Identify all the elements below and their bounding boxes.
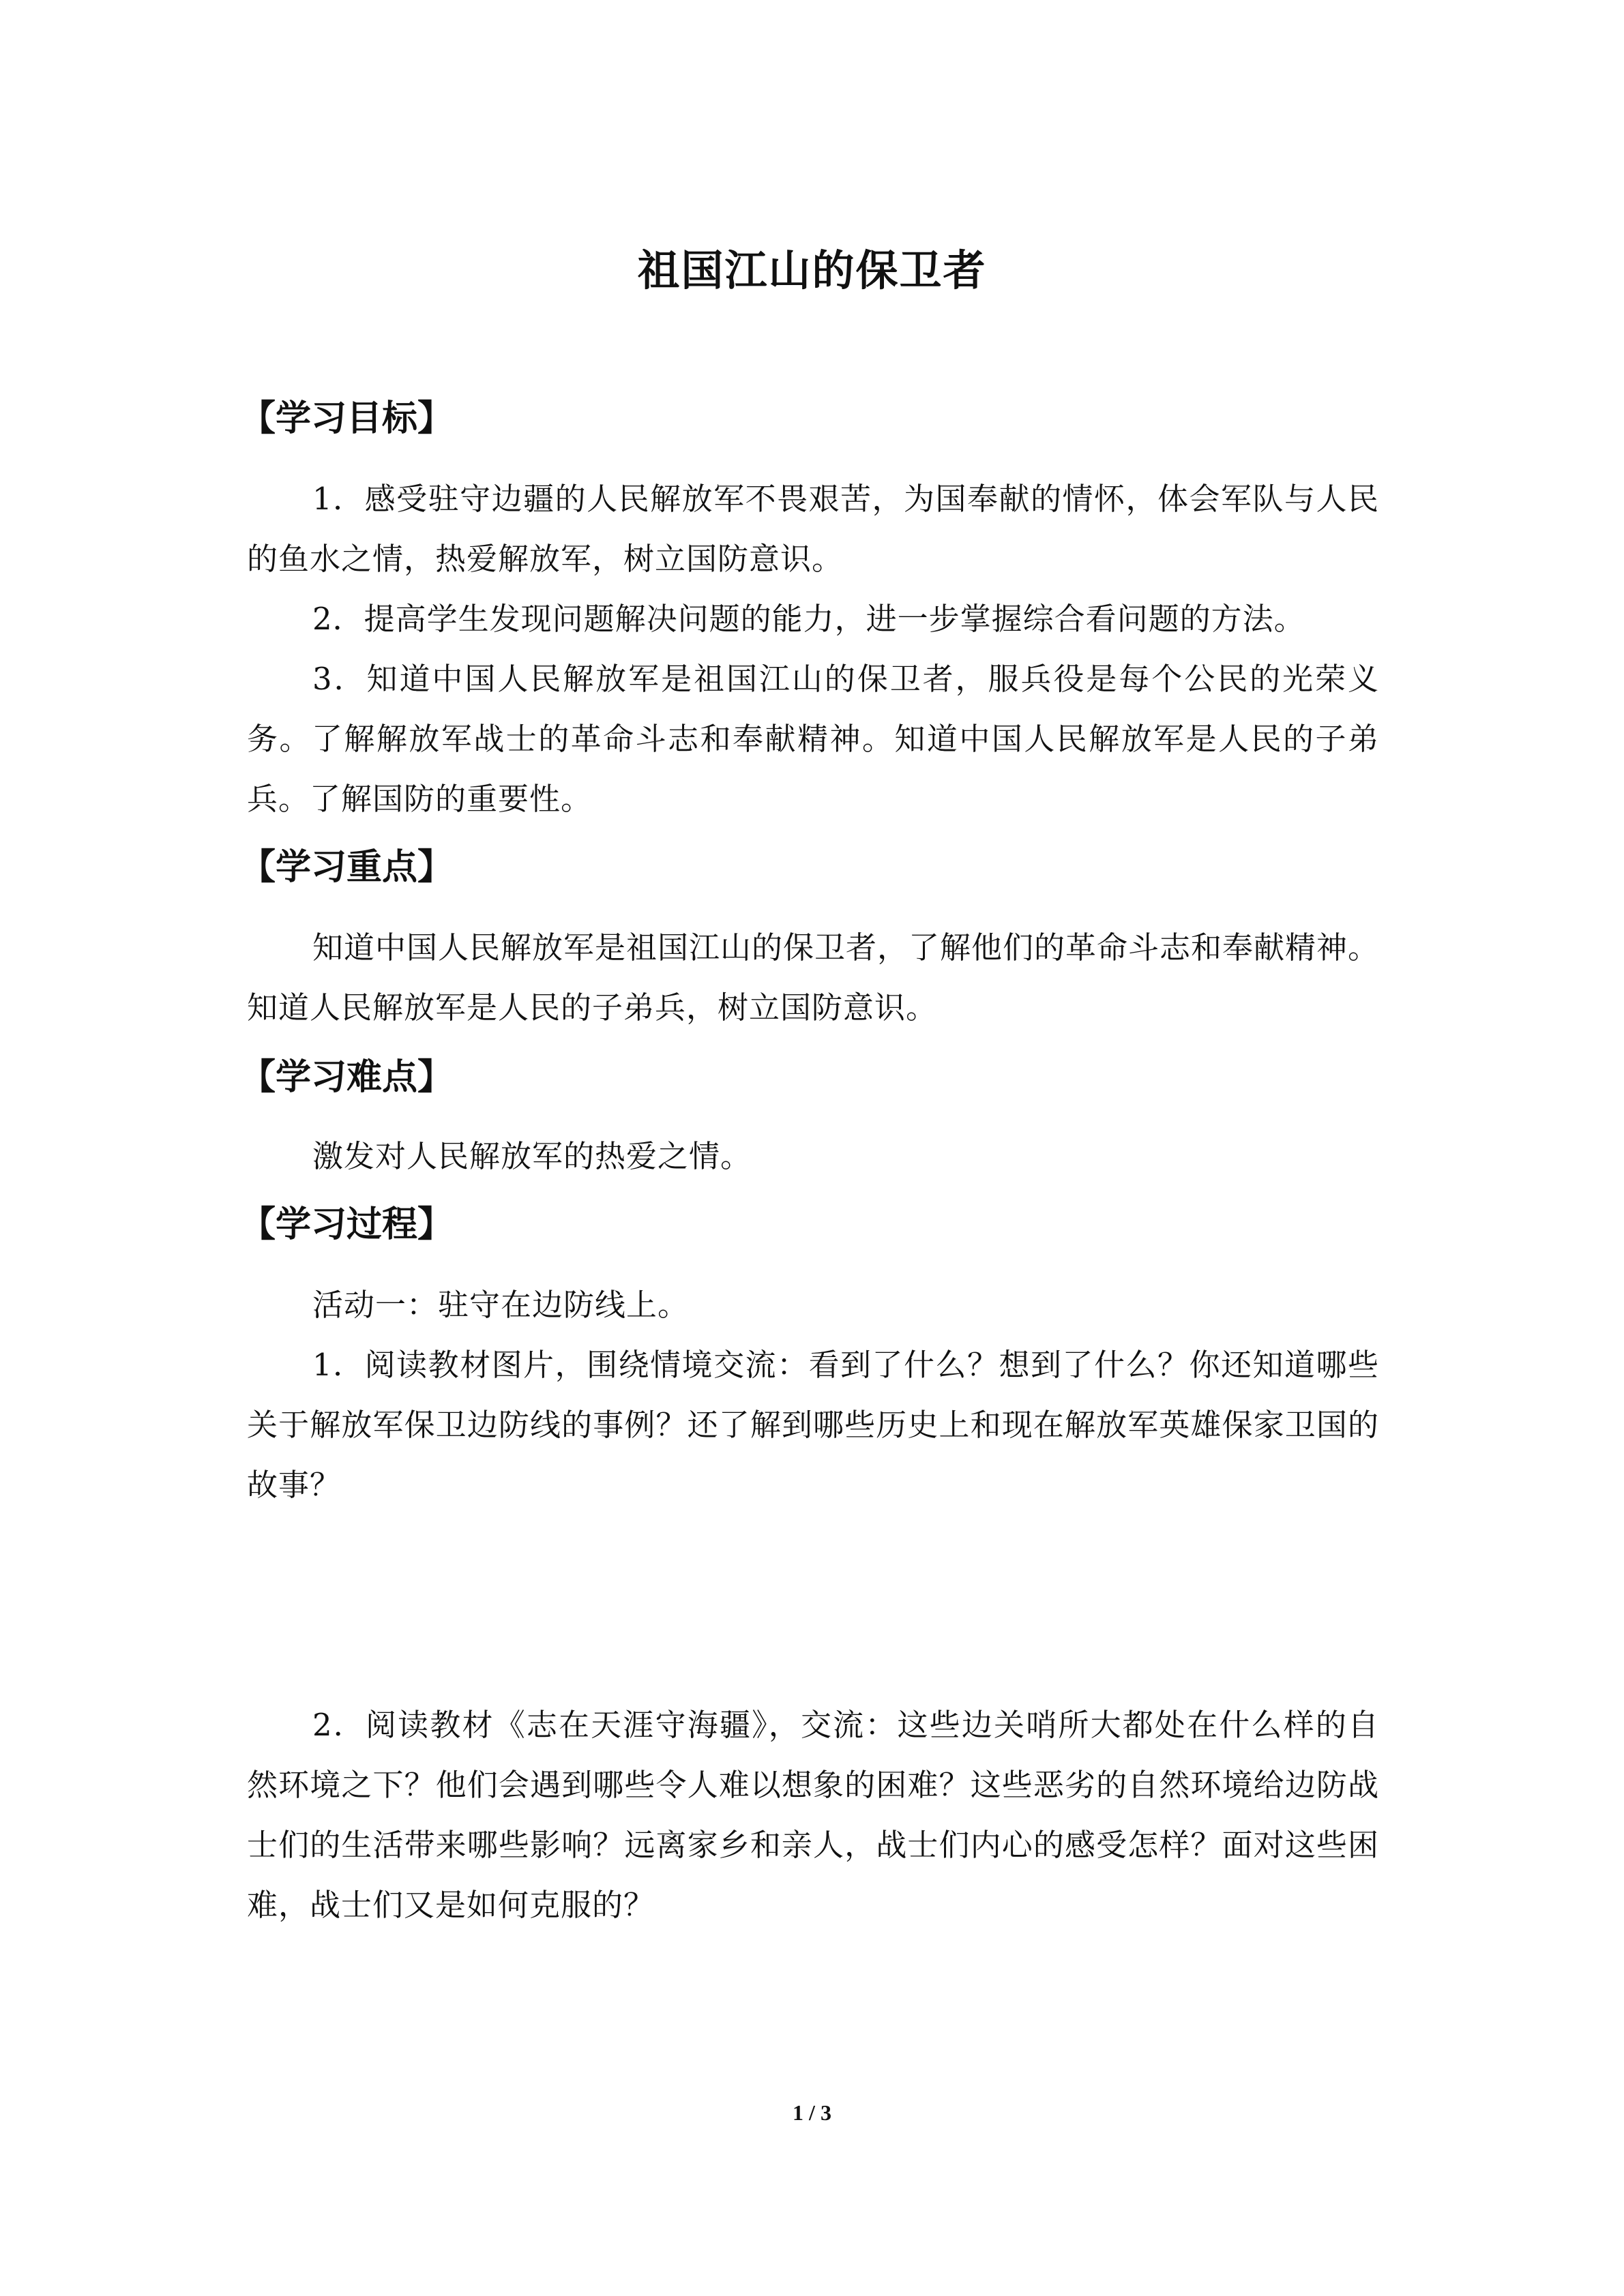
objective-paragraph-1: 1．感受驻守边疆的人民解放军不畏艰苦，为国奉献的情怀，体会军队与人民的鱼水之情，热爱解放军，树立国防意识。: [247, 481, 1379, 577]
document-title: 祖国江山的保卫者: [637, 245, 987, 295]
process-activity-title: 活动一：驻守在边防线上。: [312, 1287, 690, 1323]
section-body-key-points: [247, 918, 1379, 1038]
section-heading-key-points: 【学习重点】: [240, 847, 454, 888]
section-heading-difficulties: 【学习难点】: [240, 1057, 454, 1098]
difficulty-paragraph-1: 激发对人民解放军的热爱之情。: [312, 1138, 752, 1174]
section-body-process-intro: [247, 1275, 1379, 1515]
section-body-objectives: [247, 469, 1379, 829]
section-body-process-question-2: [247, 1695, 1379, 1935]
objective-paragraph-3: 3．知道中国人民解放军是祖国江山的保卫者，服兵役是每个公民的光荣义务。了解解放军战士的革命斗志和奉献精神。知道中国人民解放军是人民的子弟兵。了解国防的重要性。: [247, 661, 1379, 817]
section-heading-objectives: 【学习目标】: [240, 398, 454, 439]
process-question-2: 2．阅读教材《志在天涯守海疆》，交流：这些边关哨所大都处在什么样的自然环境之下？他们会遇到哪些令人难以想象的困难？这些恶劣的自然环境给边防战士们的生活带来哪些影响？远离家乡和亲人，战士们内心的感受怎样？面对这些困难，战士们又是如何克服的？: [247, 1707, 1379, 1923]
page-number: 1 / 3: [793, 2100, 831, 2125]
key-point-paragraph-1: 知道中国人民解放军是祖国江山的保卫者，了解他们的革命斗志和奉献精神。知道人民解放军是人民的子弟兵，树立国防意识。: [247, 929, 1380, 1026]
process-question-1: 1．阅读教材图片，围绕情境交流：看到了什么？想到了什么？你还知道哪些关于解放军保卫边防线的事例？还了解到哪些历史上和现在解放军英雄保家卫国的故事？: [247, 1347, 1379, 1503]
section-body-difficulties: [247, 1127, 1379, 1187]
section-heading-process: 【学习过程】: [240, 1204, 454, 1245]
objective-paragraph-2: 2．提高学生发现问题解决问题的能力，进一步掌握综合看问题的方法。: [312, 601, 1305, 637]
